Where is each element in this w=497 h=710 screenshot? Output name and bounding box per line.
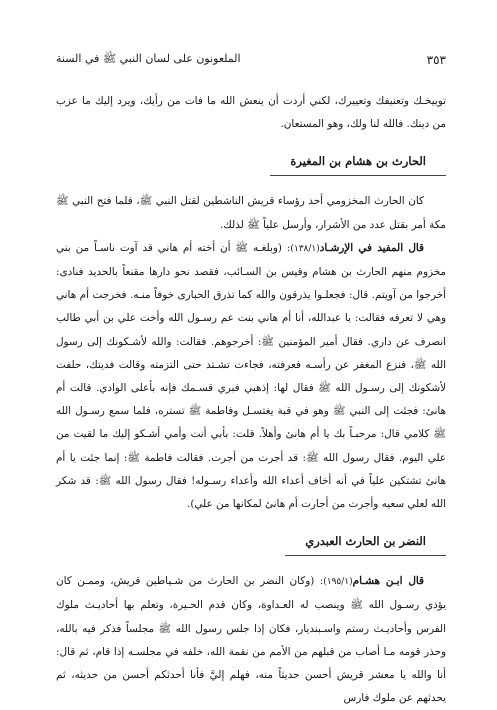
section-heading-wrap xyxy=(56,530,446,558)
running-title: الملعونون على لسان النبي ﷺ في السنة xyxy=(56,52,241,65)
quote-body: : (وبلغـه ﷺ أن أخته أم هاني قد آوت ناسـاً من بني مخزوم منهم الحارث بن هشام وقيس بن السـائب، فقصد نحو دارها مقنعاً بالحديد فنادى: أخرجوا من آويتم. قال: فجعلـوا يذرقون والله كما تذرق الحبارى خوفاً منـه. فخرجت أم هاني وهي لا تعرفه فقالت: يا عبدالله، أنا أم هاني بنت عم رسـول الله وأخت علي بن أبي طالب انصرف عن داري. فقال أمير المؤمنين ﷺ: أخرجوهم. فقالت: والله لأشـكونك إلى رسول الله ﷺ، فنزع المغفر عن رأسـه فعرفته، فجاءت تشـتد حتى التزمته وقالت فديتك، حلفت لأشكونك إلى رسـول الله ﷺ فقال لها: إذهبي فبري قسـمك فإنه بأعلى الوادي. قالت أم هانئ: فجئت إلى النبي ﷺ وهو في قبة يغتسـل وفاطمة ﷺ تستره، فلما سمع رسـول الله ﷺ كلامي قال: مرحبـاً بك يا أم هانئ وأهلاً. قلت: بأبي أنت وأمي أشـكو إليك ما لقيت من علي اليوم. فقال رسول الله ﷺ: قد أجرت من أجرت. فقالت فاطمة ﷺ: إنما جئت يا أم هانئ تشتكين علياً في أنه أخاف أعداء الله وأعداء رسـوله! فقال رسول الله ﷺ: قد شكر الله لعلي سعيه وأجرت من أجارت أم هانئ لمكانها من علي). xyxy=(56,241,446,511)
citation-source: (١٣٨/١) xyxy=(290,243,320,254)
page-body xyxy=(56,90,446,710)
paragraph-ibn-hisham-quote xyxy=(56,570,446,710)
citation-lead: قال المفيد في الإرشـاد xyxy=(319,241,424,254)
intro-paragraph: توبيخـك وتعنيفك وتعييرك، لكني أردت أن ينعش الله ما فات من رأيك، ويرد إليك ما عزب من دينك. فالله لنا ولك، وهو المستعان. xyxy=(56,95,446,131)
paragraph-irshad-quote xyxy=(56,237,446,516)
section-heading-wrap xyxy=(56,150,446,178)
section-heading-harith: الحارث بن هشام بن المغيرة xyxy=(270,150,446,176)
citation-source: (١٩٥/١) xyxy=(323,577,353,588)
running-header xyxy=(56,50,446,70)
book-page xyxy=(56,0,446,705)
section-heading-nadr: النضر بن الحارث العبدري xyxy=(285,530,446,556)
paragraph-harith-intro: كان الحارث المخزومي أحد رؤساء قريش الناشطين لقتل النبي ﷺ، فلما فتح النبي ﷺ مكة أمر بقتل عدد من الأشرار، وأرسل علياً ﷺ لذلك. xyxy=(56,195,446,231)
page-number: ٣٥٣ xyxy=(426,53,446,67)
quote-body: : (وكان النضر بن الحارث من شـياطين قريش، وممـن كان يؤذي رسـول الله ﷺ وينصب له العـداوة، وكان قدم الحـيرة، وتعلم بها أحاديـث ملوك الفرس وأحاديـث رستم واسـبنديار، فكان إذا جلس رسول الله ﷺ مجلساً فذكر فيه بالله، وحذر قومه مـا أصاب من قبلهم من الأمم من نقمة الله، خلفه في مجلسـه إذا قام، ثم قال: أنا والله يا معشر قريش أحسن حديثاً منه، فهلم إليَّ فأنا أحدثكم أحسن من حديثه، ثم يحدثهم عن ملوك فارس xyxy=(56,575,446,705)
citation-lead: قال ابـن هشـام xyxy=(352,575,424,588)
